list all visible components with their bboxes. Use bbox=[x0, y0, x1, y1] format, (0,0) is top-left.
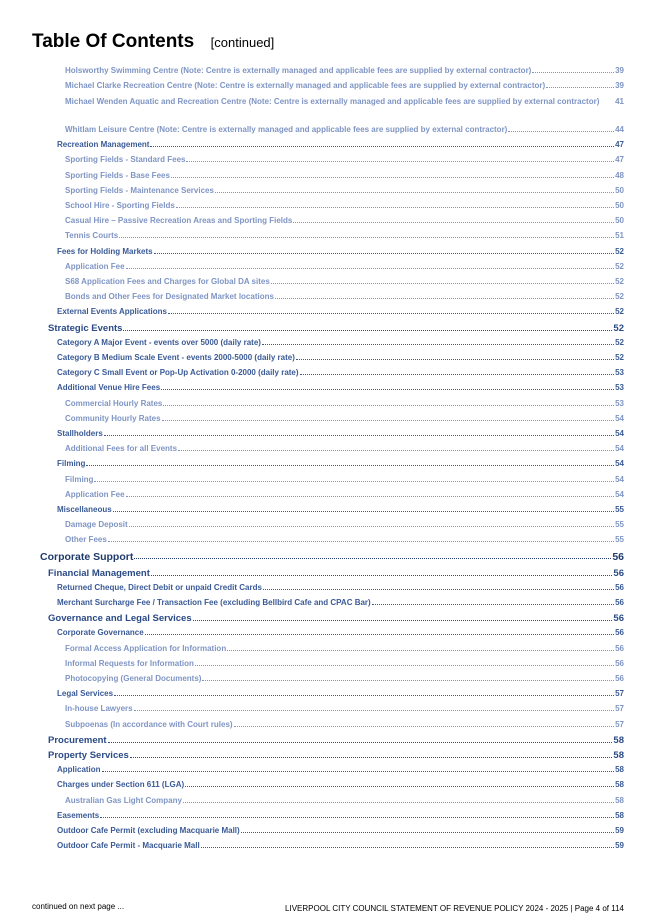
toc-entry[interactable] bbox=[57, 368, 624, 377]
toc-leader-dots bbox=[154, 253, 615, 254]
toc-entry[interactable] bbox=[57, 383, 624, 392]
toc-entry[interactable] bbox=[57, 811, 624, 820]
toc-entry[interactable] bbox=[65, 796, 624, 805]
toc-entry-page: 51 bbox=[615, 231, 624, 241]
toc-entry-page: 59 bbox=[615, 825, 624, 835]
toc-entry-page: 54 bbox=[615, 459, 624, 469]
toc-leader-dots bbox=[183, 802, 614, 803]
toc-entry[interactable] bbox=[65, 201, 624, 210]
toc-entry[interactable] bbox=[65, 644, 624, 653]
toc-entry-title: Legal Services bbox=[57, 689, 114, 699]
toc-entry[interactable] bbox=[65, 216, 624, 225]
toc-entry-page: 54 bbox=[615, 489, 624, 499]
toc-entry-title: Michael Wenden Aquatic and Recreation Centre (Note: Centre is externally managed and applicable fees are supplied by external contractor) bbox=[65, 97, 600, 107]
toc-entry[interactable] bbox=[57, 780, 624, 789]
toc-leader-dots bbox=[201, 847, 614, 848]
toc-entry-title: Sporting Fields - Maintenance Services bbox=[65, 185, 214, 195]
toc-entry[interactable] bbox=[57, 765, 624, 774]
toc-entry-title: Charges under Section 611 (LGA) bbox=[57, 780, 185, 790]
toc-entry[interactable] bbox=[65, 704, 624, 713]
toc-entry-title: Application bbox=[57, 765, 101, 775]
toc-leader-dots bbox=[178, 450, 614, 451]
toc-entry-title: Subpoenas (In accordance with Court rules) bbox=[65, 719, 233, 729]
toc-leader-dots bbox=[171, 177, 614, 178]
toc-entry[interactable] bbox=[65, 475, 624, 484]
toc-leader-dots bbox=[129, 526, 614, 527]
toc-entry-title: Michael Clarke Recreation Centre (Note: Centre is externally managed and applicable fees are supplied by external contractor) bbox=[65, 81, 546, 91]
toc-leader-dots bbox=[108, 541, 614, 542]
toc-entry-page: 56 bbox=[615, 673, 624, 683]
toc-entry-page: 54 bbox=[615, 474, 624, 484]
toc-entry-page: 56 bbox=[615, 643, 624, 653]
toc-entry[interactable] bbox=[65, 155, 624, 164]
toc-entry-title: Casual Hire – Passive Recreation Areas and Sporting Fields bbox=[65, 216, 293, 226]
toc-entry[interactable] bbox=[57, 353, 624, 362]
toc-entry-title: Holsworthy Swimming Centre (Note: Centre is externally managed and applicable fees are supplied by external contractor) bbox=[65, 66, 532, 75]
toc-entry-title: Corporate Support bbox=[40, 550, 134, 563]
toc-entry-title: Tennis Courts bbox=[65, 231, 119, 241]
toc-entry-title: Corporate Governance bbox=[57, 628, 144, 638]
toc-leader-dots bbox=[546, 87, 614, 88]
toc-leader-dots bbox=[94, 481, 614, 482]
toc-leader-dots bbox=[293, 222, 614, 223]
page-header bbox=[32, 31, 274, 53]
toc-entry-title: Photocopying (General Documents) bbox=[65, 673, 202, 683]
toc-entry[interactable] bbox=[65, 125, 624, 134]
toc-entry-title: School Hire - Sporting Fields bbox=[65, 200, 175, 210]
toc-entry-page: 47 bbox=[615, 140, 624, 150]
toc-leader-dots bbox=[126, 496, 615, 497]
toc-entry-page: 57 bbox=[615, 704, 624, 714]
toc-entry-title: Sporting Fields - Standard Fees bbox=[65, 155, 186, 165]
toc-entry-page: 54 bbox=[615, 428, 624, 438]
toc-entry-title: Application Fee bbox=[65, 261, 125, 271]
toc-entry-page: 53 bbox=[615, 368, 624, 378]
toc-leader-dots bbox=[532, 72, 614, 73]
toc-leader-dots bbox=[271, 283, 614, 284]
toc-entry-title: Fees for Holding Markets bbox=[57, 246, 153, 256]
toc-leader-dots bbox=[162, 420, 615, 421]
toc-entry-title: Additional Fees for all Events bbox=[65, 444, 178, 454]
toc-entry-page: 47 bbox=[615, 155, 624, 165]
toc-leader-dots bbox=[300, 374, 615, 375]
toc-entry-page: 53 bbox=[615, 398, 624, 408]
toc-entry[interactable] bbox=[57, 505, 624, 514]
toc-entry-page: 55 bbox=[615, 535, 624, 545]
toc-entry-title: Governance and Legal Services bbox=[48, 613, 192, 625]
toc-entry[interactable] bbox=[57, 841, 624, 850]
toc-entry[interactable] bbox=[57, 429, 624, 438]
toc-entry[interactable] bbox=[65, 171, 624, 180]
toc-entry[interactable] bbox=[57, 247, 624, 256]
toc-leader-dots bbox=[134, 558, 611, 559]
toc-entry-title: Filming bbox=[57, 459, 86, 469]
toc-entry[interactable] bbox=[57, 459, 624, 468]
toc-leader-dots bbox=[215, 192, 614, 193]
toc-entry-page: 50 bbox=[615, 200, 624, 210]
toc-entry-title: Informal Requests for Information bbox=[65, 658, 194, 668]
toc-entry[interactable] bbox=[65, 399, 624, 408]
toc-entry-page: 59 bbox=[615, 841, 624, 851]
toc-entry[interactable] bbox=[65, 490, 624, 499]
toc-leader-dots bbox=[372, 604, 614, 605]
toc-entry[interactable] bbox=[65, 277, 624, 286]
toc-entry-title: S68 Application Fees and Charges for Global DA sites bbox=[65, 276, 270, 286]
toc-entry[interactable] bbox=[65, 520, 624, 529]
toc-entry-title: Whitlam Leisure Centre (Note: Centre is externally managed and applicable fees are supplied by external contractor) bbox=[65, 124, 508, 134]
toc-entry-page: 57 bbox=[615, 689, 624, 699]
toc-leader-dots bbox=[86, 465, 614, 466]
toc-entry-title: Merchant Surcharge Fee / Transaction Fee (excluding Bellbird Cafe and CPAC Bar) bbox=[57, 597, 371, 607]
toc-leader-dots bbox=[145, 634, 614, 635]
toc-entry-title: Category B Medium Scale Event - events 2000-5000 (daily rate) bbox=[57, 352, 295, 362]
toc-entry-page: 55 bbox=[615, 504, 624, 514]
toc-entry-title: Application Fee bbox=[65, 489, 125, 499]
toc-entry-title: Formal Access Application for Information bbox=[65, 643, 227, 653]
toc-entry-page: 58 bbox=[615, 780, 624, 790]
toc-entry-page: 56 bbox=[615, 628, 624, 638]
toc-entry-page: 50 bbox=[615, 216, 624, 226]
toc-leader-dots bbox=[119, 237, 614, 238]
toc-entry-title: Other Fees bbox=[65, 535, 107, 545]
toc-entry[interactable] bbox=[65, 231, 624, 240]
toc-leader-dots bbox=[186, 161, 614, 162]
toc-leader-dots bbox=[195, 665, 614, 666]
toc-leader-dots bbox=[241, 832, 614, 833]
toc-leader-dots bbox=[234, 726, 615, 727]
toc-entry[interactable] bbox=[65, 96, 624, 108]
toc-entry-title: Sporting Fields - Base Fees bbox=[65, 170, 170, 180]
toc-entry-title: In-house Lawyers bbox=[65, 704, 133, 714]
toc-leader-dots bbox=[296, 359, 614, 360]
toc-entry-page: 58 bbox=[615, 795, 624, 805]
toc-entry-page: 58 bbox=[615, 765, 624, 775]
toc-entry-page: 58 bbox=[615, 810, 624, 820]
toc-entry-page: 54 bbox=[615, 413, 624, 423]
toc-entry-title: Easements bbox=[57, 810, 100, 820]
toc-leader-dots bbox=[102, 771, 615, 772]
toc-entry[interactable] bbox=[65, 535, 624, 544]
toc-entry[interactable] bbox=[57, 307, 624, 316]
toc-entry-page: 39 bbox=[615, 81, 624, 91]
toc-leader-dots bbox=[508, 131, 614, 132]
toc-entry-page: 44 bbox=[615, 124, 624, 134]
toc-entry-page: 58 bbox=[613, 749, 624, 761]
toc-entry[interactable] bbox=[65, 444, 624, 453]
toc-entry-title: Property Services bbox=[48, 749, 129, 761]
toc-leader-dots bbox=[113, 511, 614, 512]
toc-entry-page: 52 bbox=[615, 261, 624, 271]
toc-entry-page: 52 bbox=[615, 337, 624, 347]
toc-leader-dots bbox=[202, 680, 614, 681]
toc-leader-dots bbox=[100, 817, 614, 818]
toc-entry-title: Damage Deposit bbox=[65, 520, 128, 530]
page-title: Table Of Contents bbox=[32, 31, 195, 52]
toc-entry-title: Category A Major Event - events over 5000 (daily rate) bbox=[57, 337, 261, 347]
toc-entry[interactable] bbox=[65, 262, 624, 271]
toc-entry-title: Commercial Hourly Rates bbox=[65, 398, 163, 408]
toc-entry-title: Filming bbox=[65, 474, 94, 484]
toc-entry-page: 53 bbox=[615, 383, 624, 393]
toc-entry-title: Category C Small Event or Pop-Up Activation 0-2000 (daily rate) bbox=[57, 368, 299, 378]
continued-label: [continued] bbox=[210, 35, 275, 50]
toc-entry[interactable] bbox=[65, 674, 624, 683]
toc-leader-dots bbox=[263, 589, 614, 590]
toc-leader-dots bbox=[161, 389, 614, 390]
toc-entry-title: Community Hourly Rates bbox=[65, 413, 161, 423]
toc-leader-dots bbox=[275, 298, 614, 299]
toc-entry[interactable] bbox=[57, 583, 624, 592]
toc-entry-page: 56 bbox=[615, 658, 624, 668]
toc-leader-dots bbox=[134, 710, 615, 711]
toc-leader-dots bbox=[193, 620, 613, 621]
toc-entry[interactable] bbox=[48, 735, 624, 746]
toc-leader-dots bbox=[108, 742, 613, 743]
toc-entry[interactable] bbox=[48, 568, 624, 579]
toc-entry[interactable] bbox=[65, 186, 624, 195]
toc-entry-title: External Events Applications bbox=[57, 307, 167, 317]
toc-leader-dots bbox=[104, 435, 614, 436]
toc-entry[interactable] bbox=[57, 598, 624, 607]
toc-entry-page: 50 bbox=[615, 185, 624, 195]
toc-entry-page: 52 bbox=[615, 307, 624, 317]
toc-entry[interactable] bbox=[65, 720, 624, 729]
toc-entry[interactable] bbox=[57, 338, 624, 347]
footer-continued: continued on next page ... bbox=[32, 902, 125, 911]
toc-leader-dots bbox=[123, 330, 612, 331]
toc-entry-page: 41 bbox=[615, 97, 624, 107]
toc-entry-page: 56 bbox=[613, 567, 624, 579]
toc-entry-page: 58 bbox=[613, 734, 624, 746]
toc-entry-title: Stallholders bbox=[57, 428, 103, 438]
toc-entry[interactable] bbox=[57, 628, 624, 637]
toc-entry-title: Bonds and Other Fees for Designated Market locations bbox=[65, 292, 274, 302]
toc-leader-dots bbox=[262, 344, 614, 345]
toc-entry-title: Procurement bbox=[48, 734, 107, 746]
toc-entry[interactable] bbox=[57, 689, 624, 698]
toc-entry-title: Strategic Events bbox=[48, 322, 123, 334]
toc-entry-page: 56 bbox=[613, 613, 624, 625]
toc-leader-dots bbox=[130, 757, 613, 758]
toc-entry-page: 57 bbox=[615, 719, 624, 729]
toc-leader-dots bbox=[227, 650, 614, 651]
toc-entry[interactable] bbox=[48, 613, 624, 624]
toc-entry-page: 54 bbox=[615, 444, 624, 454]
toc-entry-title: Miscellaneous bbox=[57, 504, 112, 514]
toc-entry-page: 56 bbox=[612, 550, 624, 563]
toc-entry-title: Additional Venue Hire Fees bbox=[57, 383, 161, 393]
toc-entry[interactable] bbox=[65, 66, 624, 75]
toc-leader-dots bbox=[176, 207, 614, 208]
footer-page-info: LIVERPOOL CITY COUNCIL STATEMENT OF REVENUE POLICY 2024 - 2025 | Page 4 of 114 bbox=[285, 904, 624, 913]
toc-leader-dots bbox=[163, 405, 614, 406]
toc-entry-title: Returned Cheque, Direct Debit or unpaid Credit Cards bbox=[57, 582, 262, 592]
toc-entry-page: 52 bbox=[615, 292, 624, 302]
toc-entry-page: 48 bbox=[615, 170, 624, 180]
toc-entry-page: 56 bbox=[615, 582, 624, 592]
toc-entry[interactable] bbox=[48, 323, 624, 334]
toc-entry-page: 52 bbox=[615, 352, 624, 362]
toc-entry-title: Australian Gas Light Company bbox=[65, 795, 182, 805]
toc-entry[interactable] bbox=[65, 81, 624, 90]
toc-entry[interactable] bbox=[65, 292, 624, 301]
toc-leader-dots bbox=[185, 786, 614, 787]
toc-entry-page: 56 bbox=[615, 597, 624, 607]
toc-entry-page: 55 bbox=[615, 520, 624, 530]
toc-leader-dots bbox=[126, 268, 615, 269]
toc-leader-dots bbox=[114, 695, 614, 696]
toc-entry[interactable] bbox=[57, 826, 624, 835]
toc-entry-page: 39 bbox=[615, 66, 624, 75]
toc-entry-title: Outdoor Cafe Permit (excluding Macquarie Mall) bbox=[57, 825, 240, 835]
toc-entry-page: 52 bbox=[613, 322, 624, 334]
toc-entry[interactable] bbox=[65, 659, 624, 668]
toc-entry[interactable] bbox=[48, 750, 624, 761]
toc-entry-title: Outdoor Cafe Permit - Macquarie Mall bbox=[57, 841, 200, 851]
toc-leader-dots bbox=[151, 575, 613, 576]
toc-entry-page: 52 bbox=[615, 276, 624, 286]
toc-entry[interactable] bbox=[65, 414, 624, 423]
toc-entry-title: Recreation Management bbox=[57, 140, 150, 150]
toc-leader-dots bbox=[168, 313, 614, 314]
toc-entry-page: 52 bbox=[615, 246, 624, 256]
toc-leader-dots bbox=[150, 146, 614, 147]
toc-entry[interactable] bbox=[57, 140, 624, 149]
toc-entry[interactable] bbox=[40, 551, 624, 563]
toc-entry-title: Financial Management bbox=[48, 567, 150, 579]
